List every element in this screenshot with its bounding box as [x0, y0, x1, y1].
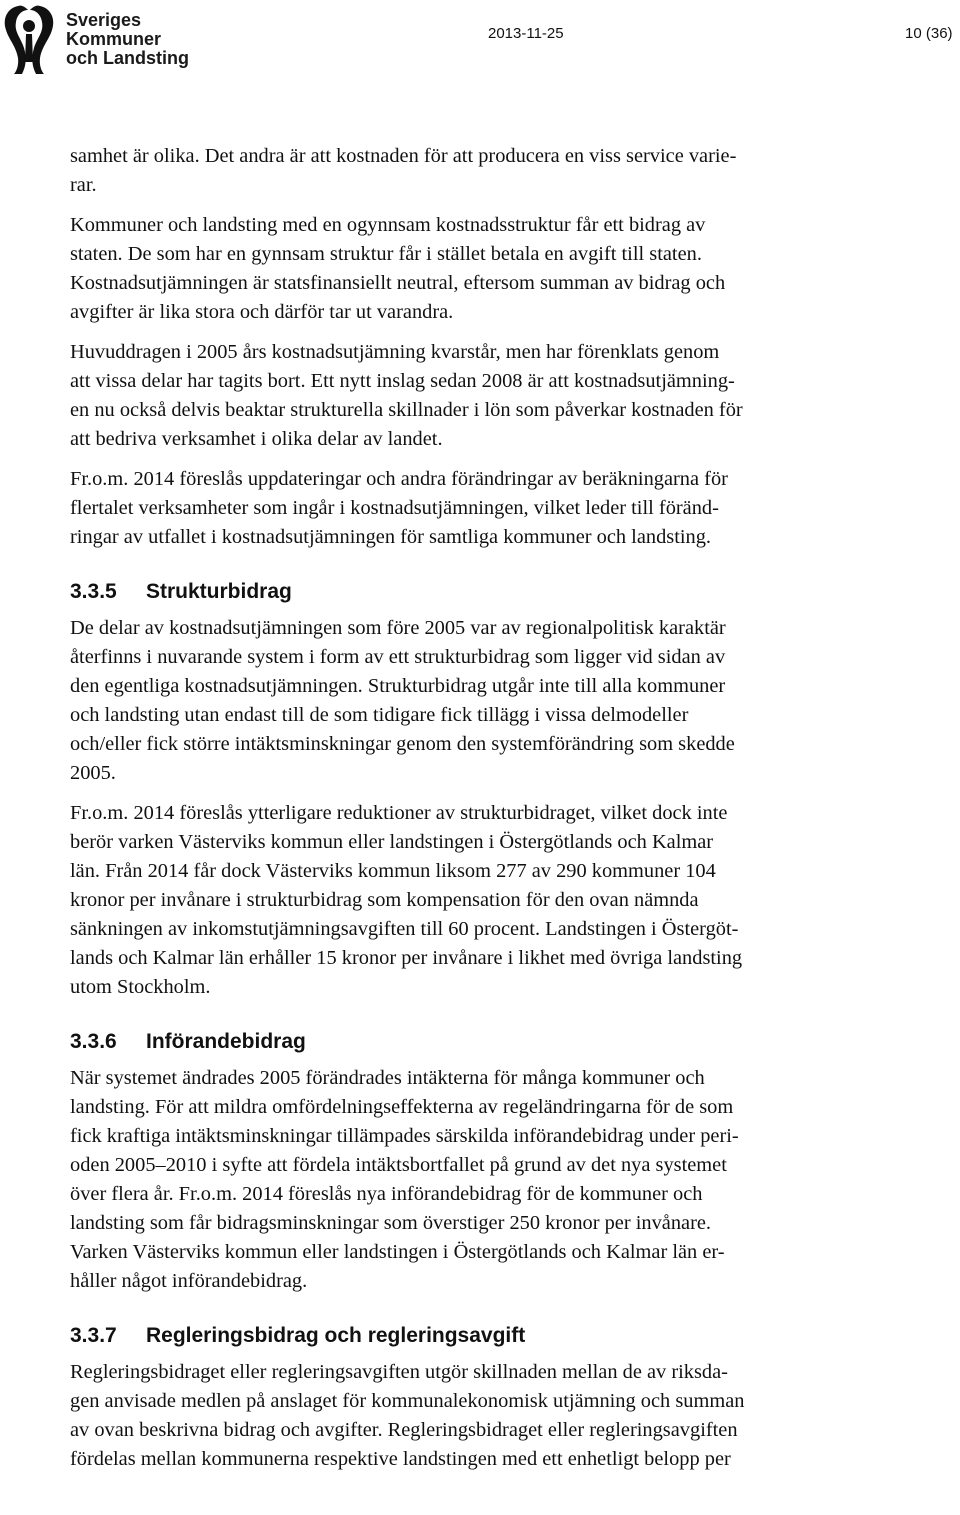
paragraph: De delar av kostnadsutjämningen som före 2005 var av regionalpolitisk karaktär återfinns i nuvarande system i form av ett strukturbidrag som ligger vid sidan av den egentliga kostnadsutjämningen. Strukturbidrag utgår inte till alla kommuner och landsting utan endast till de som tidigare fick tillägg i vissa delmodeller och/eller fick större intäktsminskningar genom den systemförändring som skedde 2005. [70, 617, 735, 784]
logo-mark-icon [0, 2, 58, 74]
logo-wordmark: Sveriges Kommuner och Landsting [66, 10, 189, 68]
page-header [0, 0, 960, 80]
paragraph: Huvuddragen i 2005 års kostnadsutjämning kvarstår, men har förenklats genom att vissa delar har tagits bort. Ett nytt inslag sedan 2008 är att kostnadsutjämning- en nu också delvis beaktar strukturella skillnader i lön som påverkar kostnaden för att bedriva verksamhet i olika delar av landet. [70, 341, 743, 450]
document-date: 2013-11-25 [488, 25, 564, 42]
section-title: Strukturbidrag [146, 580, 292, 603]
page-number: 10 (36) [905, 25, 953, 42]
section-heading-3-3-7 [70, 1322, 950, 1350]
paragraph: samhet är olika. Det andra är att kostnaden för att producera en viss service varie- rar. [70, 145, 737, 196]
paragraph: Fr.o.m. 2014 föreslås uppdateringar och andra förändringar av beräkningarna för flertalet verksamheter som ingår i kostnadsutjämningen, vilket leder till föränd- ringar av utfallet i kostnadsutjämningen för samtliga kommuner och landsting. [70, 468, 728, 548]
paragraph: Regleringsbidraget eller regleringsavgiften utgör skillnaden mellan de av riksda- gen anvisade medlen på anslaget för kommunalekonomisk utjämning och summan av ovan beskrivna bidrag och avgifter. Regleringsbidraget eller regleringsavgiften fördelas mellan kommunerna respektive landstingen med ett enhetligt belopp per [70, 1361, 745, 1470]
paragraph: Kommuner och landsting med en ogynnsam kostnadsstruktur får ett bidrag av staten. De som har en gynnsam struktur får i stället betala en avgift till staten. Kostnadsutjämningen är statsfinansiellt neutral, eftersom summan av bidrag och avgifter är lika stora och därför tar ut varandra. [70, 214, 726, 323]
section-number: 3.3.7 [70, 1324, 117, 1347]
organization-logo [0, 2, 190, 74]
section-title: Regleringsbidrag och regleringsavgift [146, 1324, 526, 1347]
document-body [70, 142, 950, 1485]
section-heading-3-3-6 [70, 1028, 950, 1056]
paragraph: Fr.o.m. 2014 föreslås ytterligare reduktioner av strukturbidraget, vilket dock inte berör varken Västerviks kommun eller landstingen i Östergötlands och Kalmar län. Från 2014 får dock Västerviks kommun liksom 277 av 290 kommuner 104 kronor per invånare i strukturbidrag som kompensation för den ovan nämnda sänkningen av inkomstutjämningsavgiften till 60 procent. Landstingen i Östergöt- lands och Kalmar län erhåller 15 kronor per invånare i likhet med övriga landsting utom Stockholm. [70, 802, 743, 998]
section-title: Införandebidrag [146, 1030, 306, 1053]
section-heading-3-3-5 [70, 578, 950, 606]
paragraph: När systemet ändrades 2005 förändrades intäkterna för många kommuner och landsting. För att mildra omfördelningseffekterna av regeländringarna för de som fick kraftiga intäktsminskningar tillämpades särskilda införandebidrag under peri- oden 2005–2010 i syfte att fördela intäktsbortfallet på grund av det nya systemet över flera år. Fr.o.m. 2014 föreslås nya införandebidrag för de kommuner och landsting som får bidragsminskningar som överstiger 250 kronor per invånare. Varken Västerviks kommun eller landstingen i Östergötlands och Kalmar län er- håller något införandebidrag. [70, 1067, 739, 1292]
section-number: 3.3.6 [70, 1030, 117, 1053]
section-number: 3.3.5 [70, 580, 117, 603]
